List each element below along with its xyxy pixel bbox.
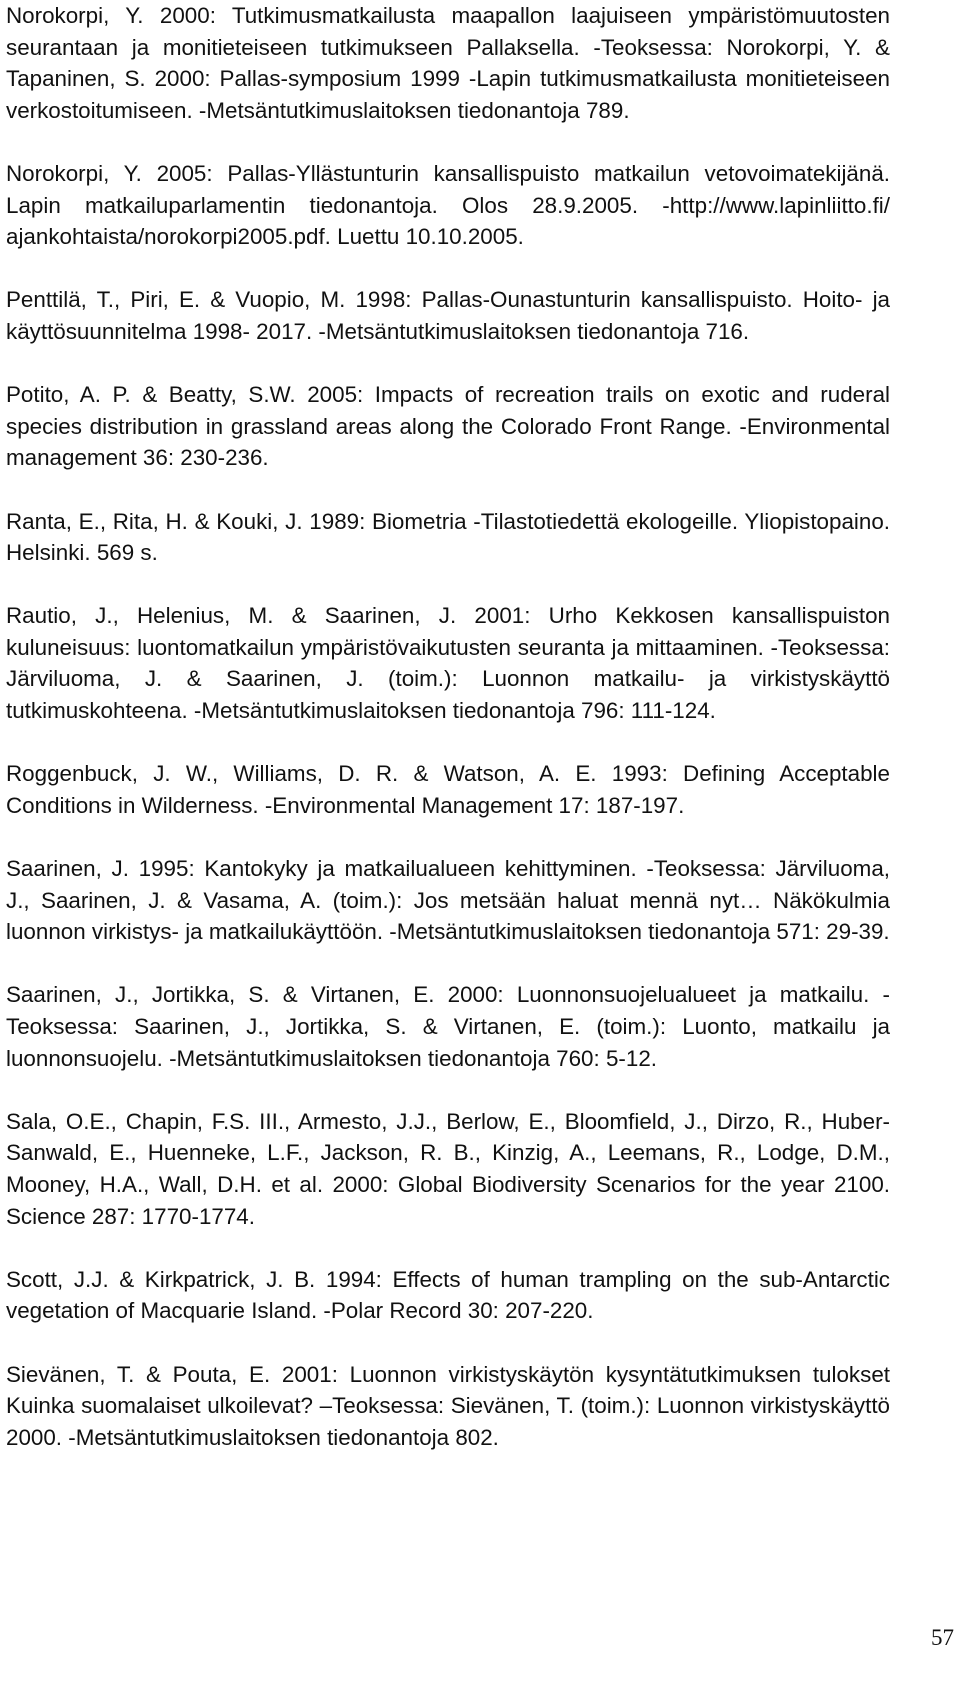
- reference-item: Potito, A. P. & Beatty, S.W. 2005: Impacts of recreation trails on exotic and ruderal species distribution in grassland areas along the Colorado Front Range. -Environmental management 36: 230-236.: [6, 382, 890, 471]
- reference-item: Ranta, E., Rita, H. & Kouki, J. 1989: Biometria -Tilastotiedettä ekologeille. Yliopistopaino. Helsinki. 569 s.: [6, 508, 890, 566]
- reference-item: Saarinen, J., Jortikka, S. & Virtanen, E. 2000: Luonnonsuojelualueet ja matkailu. -Teoksessa: Saarinen, J., Jortikka, S. & Virtanen, E. (toim.): Luonto, matkailu ja luonnonsuojelu. -Metsäntutkimuslaitoksen tiedonantoja 760: 5-12.: [6, 982, 890, 1071]
- reference-item: Penttilä, T., Piri, E. & Vuopio, M. 1998: Pallas-Ounastunturin kansallispuisto. Hoito- ja käyttösuunnitelma 1998- 2017. -Metsäntutkimuslaitoksen tiedonantoja 716.: [6, 287, 890, 344]
- reference-item: Sala, O.E., Chapin, F.S. III., Armesto, J.J., Berlow, E., Bloomfield, J., Dirzo, R., Huber-Sanwald, E., Huenneke, L.F., Jackson, R. B., Kinzig, A., Leemans, R., Lodge, D.M., Mooney, H.A., Wall, D.H. et al. 2000: Global Biodiversity Scenarios for the year 2100. Science 287: 1770-1774.: [6, 1108, 890, 1229]
- page-number: 57: [931, 1625, 954, 1650]
- reference-item: Sievänen, T. & Pouta, E. 2001: Luonnon virkistyskäytön kysyntätutkimuksen tulokset Kuinka suomalaiset ulkoilevat? –Teoksessa: Sievänen, T. (toim.): Luonnon virkistyskäyttö 2000. -Metsäntutkimuslaitoksen tiedonantoja 802.: [6, 1361, 890, 1450]
- reference-item: Norokorpi, Y. 2000: Tutkimusmatkailusta maapallon laajuiseen ympäristömuutosten seurantaan ja monitieteiseen tutkimukseen Pallaksella. -Teoksessa: Norokorpi, Y. & Tapaninen, S. 2000: Pallas-symposium 1999 -Lapin tutkimusmatkailusta monitieteiseen verkostoitumiseen. -Metsäntutkimuslaitoksen tiedonantoja 789.: [6, 3, 890, 123]
- reference-item: Roggenbuck, J. W., Williams, D. R. & Watson, A. E. 1993: Defining Acceptable Conditions in Wilderness. -Environmental Management 17: 187-197.: [6, 761, 890, 818]
- reference-item: Scott, J.J. & Kirkpatrick, J. B. 1994: Effects of human trampling on the sub-Antarctic vegetation of Macquarie Island. -Polar Record 30: 207-220.: [6, 1266, 890, 1324]
- reference-item: Rautio, J., Helenius, M. & Saarinen, J. 2001: Urho Kekkosen kansallispuiston kuluneisuus: luontomatkailun ympäristövaikutusten seuranta ja mittaaminen. -Teoksessa: Järviluoma, J. & Saarinen, J. (toim.): Luonnon matkailu- ja virkistyskäyttö tutkimuskohteena. -Metsäntutkimuslaitoksen tiedonantoja 796: 111-124.: [6, 603, 890, 724]
- reference-item: Norokorpi, Y. 2005: Pallas-Yllästunturin kansallispuisto matkailun vetovoimatekijänä. Lapin matkailuparlamentin tiedonantoja. Olos 28.9.2005. -http://www.lapinliitto.fi/ ajankohtaista/norokorpi2005.pdf. Luettu 10.10.2005.: [6, 160, 890, 250]
- reference-item: Saarinen, J. 1995: Kantokyky ja matkailualueen kehittyminen. -Teoksessa: Järviluoma, J., Saarinen, J. & Vasama, A. (toim.): Jos metsään haluat mennä nyt… Näkökulmia luonnon virkistys- ja matkailukäyttöön. -Metsäntutkimuslaitoksen tiedonantoja 571: 29-39.: [6, 856, 890, 945]
- reference-list: [6, 0, 890, 1453]
